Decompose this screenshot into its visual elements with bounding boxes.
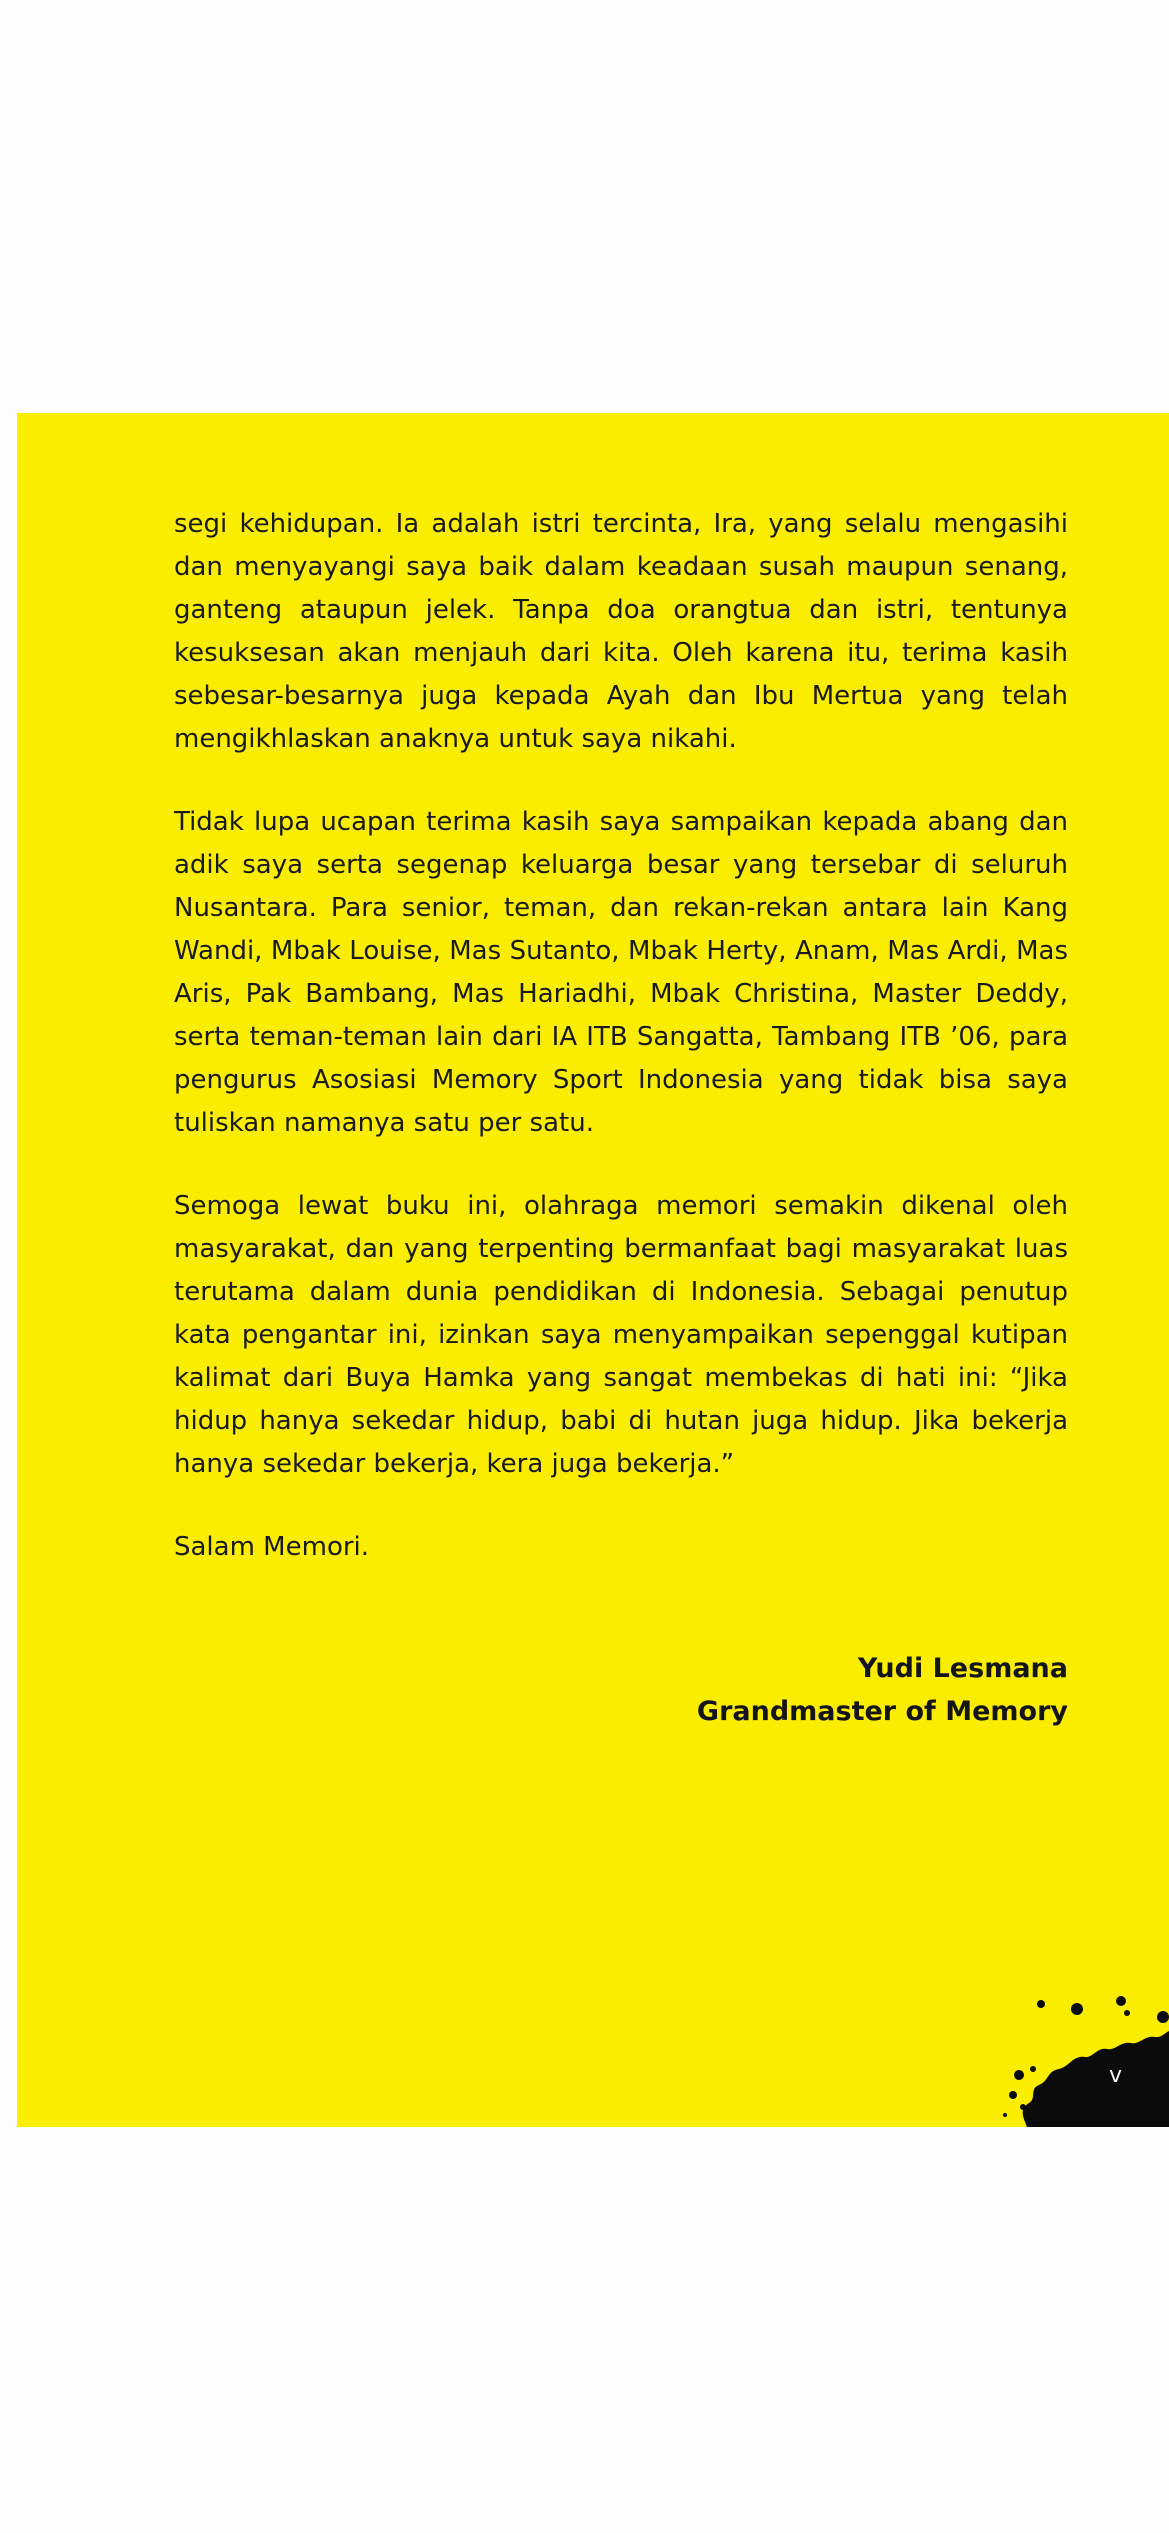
author-title: Grandmaster of Memory: [696, 1696, 1068, 1727]
book-page: [17, 413, 1169, 2127]
ink-splash-decoration: [989, 1957, 1169, 2127]
closing-line: Salam Memori.: [174, 1532, 370, 1562]
paragraph-2: Tidak lupa ucapan terima kasih saya sampaikan kepada abang dan adik saya serta segenap keluarga besar yang tersebar di seluruh Nusantara. Para senior, teman, dan rekan-rekan antara lain Kang Wandi, Mbak Louise, Mas Sutanto, Mbak Herty, Anam, Mas Ardi, Mas Aris, Pak Bambang, Mas Hariadhi, Mbak Christina, Master Deddy, serta teman-teman lain dari IA ITB Sangatta, Tambang ITB ’06, para pengurus Asosiasi Memory Sport Indonesia yang tidak bisa saya tuliskan namanya satu per satu.: [174, 807, 1068, 1138]
author-name: Yudi Lesmana: [857, 1653, 1068, 1684]
body-text: [174, 503, 1068, 1733]
page-number: v: [1108, 2063, 1122, 2088]
paragraph-1: segi kehidupan. Ia adalah istri tercinta, Ira, yang selalu mengasihi dan menyayangi saya baik dalam keadaan susah maupun senang, ganteng ataupun jelek. Tanpa doa orangtua dan istri, tentunya kesuksesan akan menjauh dari kita. Oleh karena itu, terima kasih sebesar-besarnya juga kepada Ayah dan Ibu Mertua yang telah mengikhlaskan anaknya untuk saya nikahi.: [174, 509, 1068, 754]
signature-block: [174, 1647, 1068, 1733]
paragraph-3: Semoga lewat buku ini, olahraga memori semakin dikenal oleh masyarakat, dan yang terpenting bermanfaat bagi masyarakat luas terutama dalam dunia pendidikan di Indonesia. Sebagai penutup kata pengantar ini, izinkan saya menyampaikan sepenggal kutipan kalimat dari Buya Hamka yang sangat membekas di hati ini: “Jika hidup hanya sekedar hidup, babi di hutan juga hidup. Jika bekerja hanya sekedar bekerja, kera juga bekerja.”: [174, 1191, 1068, 1479]
